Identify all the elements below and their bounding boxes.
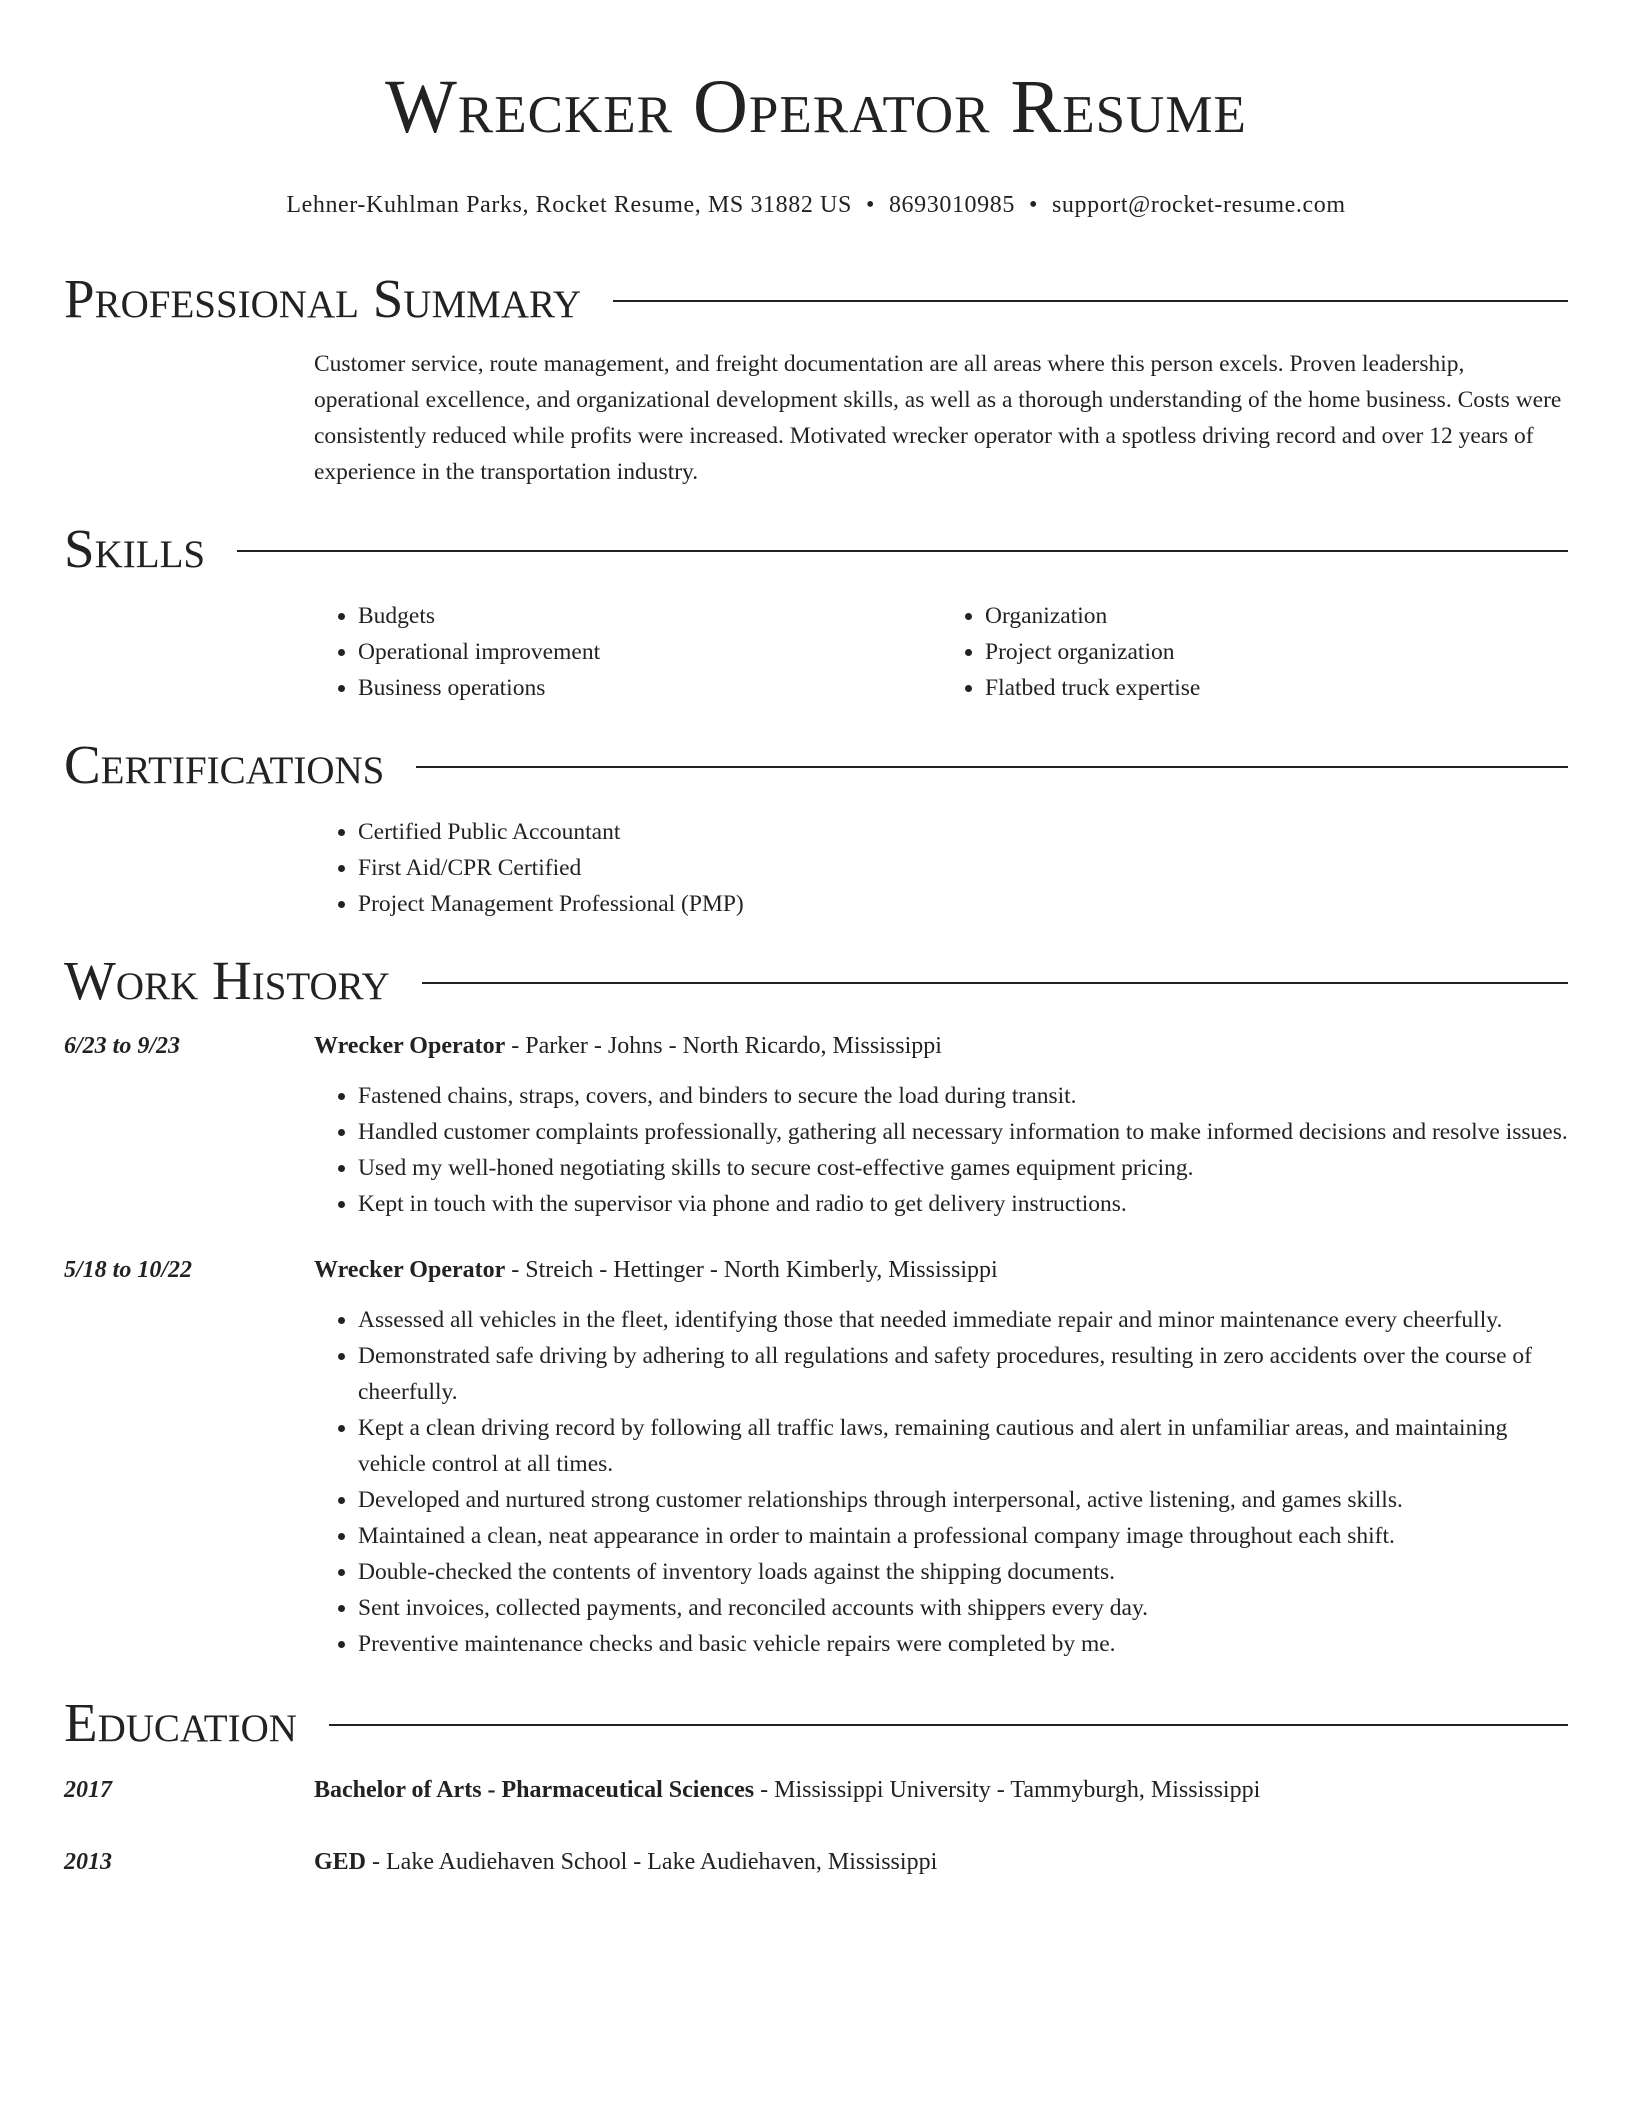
job-date: 5/18 to 10/22 bbox=[64, 1257, 193, 1283]
education-date: 2013 bbox=[64, 1849, 112, 1875]
job-title: Wrecker Operator bbox=[314, 1033, 506, 1059]
certifications-list bbox=[314, 814, 1568, 922]
contact-email: support@rocket-resume.com bbox=[1051, 192, 1346, 218]
skill-item: • Business operations bbox=[358, 670, 941, 706]
job-info bbox=[314, 1028, 942, 1064]
skill-item: • Budgets bbox=[358, 598, 941, 634]
certification-item: • Project Management Professional (PMP) bbox=[358, 886, 1568, 922]
education-degree: Bachelor of Arts - Pharmaceutical Sciences bbox=[314, 1777, 755, 1803]
job-title: Wrecker Operator bbox=[314, 1257, 506, 1283]
job-details: - Parker - Johns - North Ricardo, Mississippi bbox=[505, 1033, 942, 1059]
contact-line bbox=[64, 190, 1568, 220]
education-details: - Lake Audiehaven School - Lake Audiehaven, Mississippi bbox=[366, 1849, 938, 1875]
job-bullet: • Sent invoices, collected payments, and reconciled accounts with shippers every day. bbox=[358, 1590, 1568, 1626]
job-bullet: • Developed and nurtured strong customer relationships through interpersonal, active listening, and games skills. bbox=[358, 1482, 1568, 1518]
work-history-section bbox=[64, 948, 1568, 1662]
certifications-section bbox=[64, 732, 1568, 922]
skills-list-right bbox=[941, 598, 1568, 706]
section-divider bbox=[422, 982, 1568, 984]
resume-title: Wrecker Operator Resume bbox=[385, 65, 1247, 149]
work-history-heading: Work History bbox=[64, 950, 390, 1011]
education-entry bbox=[64, 1772, 1568, 1808]
skills-list-left bbox=[314, 598, 941, 706]
job-bullet: • Maintained a clean, neat appearance in order to maintain a professional company image throughout each shift. bbox=[358, 1518, 1568, 1554]
education-info bbox=[314, 1772, 1260, 1808]
skill-item: • Operational improvement bbox=[358, 634, 941, 670]
skills-section bbox=[64, 516, 1568, 706]
job-bullet: • Preventive maintenance checks and basic vehicle repairs were completed by me. bbox=[358, 1626, 1568, 1662]
section-divider bbox=[237, 550, 1568, 552]
job-date: 6/23 to 9/23 bbox=[64, 1033, 181, 1059]
section-header bbox=[64, 1690, 1568, 1756]
skills-heading: Skills bbox=[64, 518, 206, 579]
section-divider bbox=[416, 766, 1568, 768]
section-header bbox=[64, 516, 1568, 582]
job-bullet: • Kept in touch with the supervisor via phone and radio to get delivery instructions. bbox=[358, 1186, 1568, 1222]
education-degree: GED bbox=[314, 1849, 367, 1875]
contact-separator: • bbox=[865, 192, 875, 218]
certification-item: • Certified Public Accountant bbox=[358, 814, 1568, 850]
section-header bbox=[64, 948, 1568, 1014]
education-date: 2017 bbox=[64, 1777, 112, 1803]
skill-item: • Project organization bbox=[985, 634, 1568, 670]
education-details: - Mississippi University - Tammyburgh, Mississippi bbox=[754, 1777, 1261, 1803]
education-heading: Education bbox=[64, 1692, 297, 1753]
job-details: - Streich - Hettinger - North Kimberly, Mississippi bbox=[505, 1257, 998, 1283]
section-divider bbox=[329, 1724, 1568, 1726]
contact-address: Lehner-Kuhlman Parks, Rocket Resume, MS 31882 US bbox=[286, 192, 852, 218]
education-info bbox=[314, 1844, 937, 1880]
skill-item: • Organization bbox=[985, 598, 1568, 634]
certifications-heading: Certifications bbox=[64, 734, 385, 795]
contact-separator: • bbox=[1028, 192, 1038, 218]
section-header bbox=[64, 732, 1568, 798]
job-entry bbox=[64, 1028, 1568, 1064]
education-section bbox=[64, 1690, 1568, 1880]
certification-item: • First Aid/CPR Certified bbox=[358, 850, 1568, 886]
job-bullet: • Kept a clean driving record by following all traffic laws, remaining cautious and alert in unfamiliar areas, and maintaining vehicle control at all times. bbox=[358, 1410, 1568, 1482]
job-bullet: • Assessed all vehicles in the fleet, identifying those that needed immediate repair and minor maintenance every cheerfully. bbox=[358, 1302, 1568, 1338]
contact-phone: 8693010985 bbox=[888, 192, 1015, 218]
job-bullet: • Demonstrated safe driving by adhering to all regulations and safety procedures, resulting in zero accidents over the course of cheerfully. bbox=[358, 1338, 1568, 1410]
summary-text: Customer service, route management, and freight documentation are all areas where this person excels. Proven leadership, operational excellence, and organizational development skills, as well as a thorough understanding of the home business. Costs were consistently reduced while profits were increased. Motivated wrecker operator with a spotless driving record and over 12 years of experience in the transportation industry. bbox=[314, 351, 1562, 485]
job-bullets bbox=[314, 1078, 1568, 1222]
job-bullet: • Fastened chains, straps, covers, and binders to secure the load during transit. bbox=[358, 1078, 1568, 1114]
job-bullet: • Used my well-honed negotiating skills to secure cost-effective games equipment pricing. bbox=[358, 1150, 1568, 1186]
skills-grid bbox=[314, 598, 1568, 706]
summary-section bbox=[64, 266, 1568, 490]
job-entry bbox=[64, 1252, 1568, 1288]
education-entry bbox=[64, 1844, 1568, 1880]
job-bullet: • Double-checked the contents of inventory loads against the shipping documents. bbox=[358, 1554, 1568, 1590]
section-divider bbox=[613, 300, 1568, 302]
section-header bbox=[64, 266, 1568, 332]
job-bullets bbox=[314, 1302, 1568, 1662]
job-bullet: • Handled customer complaints professionally, gathering all necessary information to make informed decisions and resolve issues. bbox=[358, 1114, 1568, 1150]
summary-heading: Professional Summary bbox=[64, 268, 582, 329]
skill-item: • Flatbed truck expertise bbox=[985, 670, 1568, 706]
job-info bbox=[314, 1252, 998, 1288]
certifications-body bbox=[314, 814, 1568, 922]
